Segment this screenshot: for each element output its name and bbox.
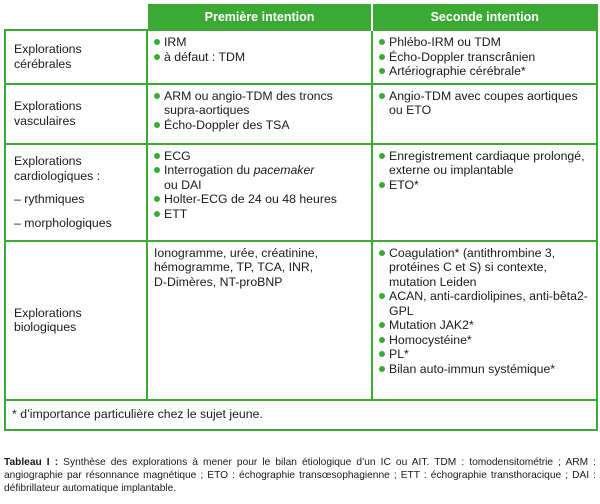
bullet-list: [379, 89, 590, 118]
bullet-list: [379, 35, 590, 79]
row-label-line: biologiques: [14, 320, 77, 334]
row-label-line: Explorations: [14, 99, 82, 113]
list-item: Écho-Doppler des TSA: [154, 118, 365, 133]
row-sublabel-rythmiques: – rythmiques: [14, 192, 85, 206]
list-item: PL*: [379, 347, 590, 362]
row-cardiologiques: [5, 144, 597, 241]
caption-label: Tableau I :: [4, 457, 59, 468]
bio-first-line: D-Dimères, NT-proBNP: [154, 274, 283, 289]
list-item: ETT: [154, 207, 365, 222]
header-row: [5, 5, 597, 31]
list-item: Coagulation* (antithrombine 3, protéines C et S) si contexte, mutation Leiden: [379, 246, 590, 290]
list-item: ACAN, anti-cardiolipines, anti-bêta2-GPL: [379, 289, 590, 318]
list-item: ECG: [154, 149, 365, 164]
cell-second-cerebrales: [372, 30, 597, 84]
bullet-list: [379, 246, 590, 377]
row-label-line: Explorations: [14, 305, 82, 320]
row-label-biologiques: [5, 241, 147, 400]
list-item: IRM: [154, 35, 365, 50]
row-sublabel-morphologiques: – morphologiques: [14, 215, 112, 230]
list-item: Enregistrement cardiaque prolongé, externe ou implantable: [379, 149, 590, 178]
table-caption: [4, 456, 596, 495]
pacemaker-text: pacemaker: [253, 163, 315, 177]
header-second-intention: Seconde intention: [372, 5, 597, 31]
row-label-line: cardiologiques :: [14, 168, 101, 183]
list-item: Holter-ECG de 24 ou 48 heures: [154, 192, 365, 207]
bullet-list: [154, 89, 365, 133]
row-label-line: Explorations: [14, 42, 82, 57]
row-label-cerebrales: [5, 30, 147, 84]
list-item: ARM ou angio-TDM des troncs supra-aortiques: [154, 89, 365, 118]
bio-first-line: Ionogramme, urée, créatinine,: [154, 245, 319, 260]
exploration-table-container: [4, 4, 596, 431]
interrogation-text: Interrogation du: [164, 163, 254, 177]
footnote: * d’importance particulière chez le sujet jeune.: [5, 400, 597, 430]
cell-second-biologiques: [372, 241, 597, 400]
list-item: à défaut : TDM: [154, 50, 365, 65]
exploration-table: [4, 4, 598, 431]
row-label-line: cérébrales: [14, 56, 72, 71]
list-item: ETO*: [379, 178, 590, 193]
list-item: Homocystéine*: [379, 333, 590, 348]
cell-second-vasculaires: [372, 84, 597, 144]
caption-text: Synthèse des explorations à mener pour le bilan étiologique d’un IC ou AIT. TDM : tomodensitométrie ; ARM : angiographie par résonnance magnétique ; ETO : échographie transœsophagienne ; ETT : échographie transthoracique ; DAI : défibrillateur automatique implantable.: [4, 457, 596, 494]
cell-first-cerebrales: [147, 30, 372, 84]
row-label-vasculaires: [5, 84, 147, 144]
row-biologiques: [5, 241, 597, 400]
interrogation-text-end: ou DAI: [164, 177, 202, 192]
row-label-line: Explorations: [14, 154, 82, 168]
list-item: Angio-TDM avec coupes aortiques ou ETO: [379, 89, 590, 118]
row-vasculaires: [5, 84, 597, 144]
row-label-line: vasculaires: [14, 113, 76, 128]
footnote-row: [5, 400, 597, 430]
cell-first-cardiologiques: [147, 144, 372, 241]
bio-first-line: hémogramme, TP, TCA, INR,: [154, 260, 314, 274]
cell-first-biologiques: [147, 241, 372, 400]
cell-second-cardiologiques: [372, 144, 597, 241]
list-item: Artériographie cérébrale*: [379, 64, 590, 79]
list-item: Phlébo-IRM ou TDM: [379, 35, 590, 50]
cell-first-vasculaires: [147, 84, 372, 144]
bullet-list: [379, 149, 590, 193]
bullet-list: [154, 149, 365, 222]
bullet-list: [154, 35, 365, 64]
list-item: Écho-Doppler transcrânien: [379, 50, 590, 65]
row-label-cardiologiques: [5, 144, 147, 241]
list-item-interrogation: [154, 163, 365, 192]
list-item: Mutation JAK2*: [379, 318, 590, 333]
header-blank-cell: [5, 5, 147, 31]
header-first-intention: Première intention: [147, 5, 372, 31]
row-cerebrales: [5, 30, 597, 84]
list-item: Bilan auto-immun systémique*: [379, 362, 590, 377]
